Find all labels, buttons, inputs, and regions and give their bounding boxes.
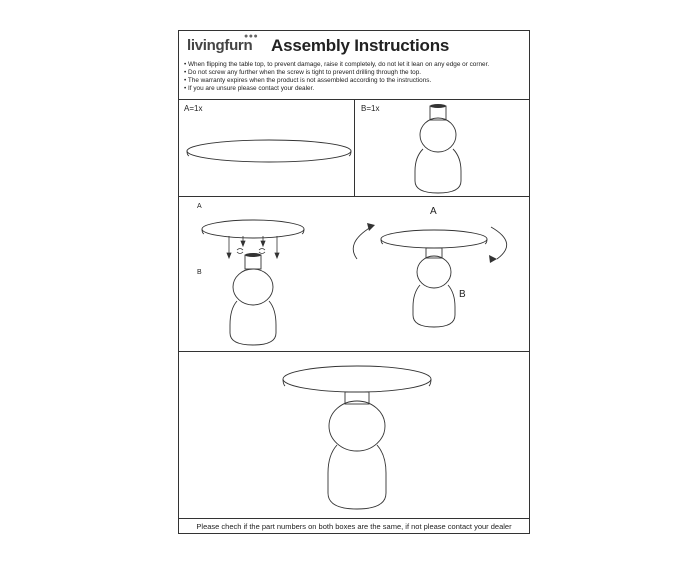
part-b-label: B=1x	[361, 104, 380, 113]
step2-label-b: B	[197, 269, 202, 276]
assembled-table-drawing	[179, 31, 531, 535]
step2-label-a: A	[197, 203, 202, 210]
note-item: • If you are unsure please contact your dealer.	[184, 84, 315, 92]
page-title: Assembly Instructions	[271, 36, 450, 55]
note-item: • Do not screw any further when the screw is tight to prevent drilling through the top.	[184, 68, 422, 76]
note-item: • When flipping the table top, to prevent damage, raise it completely, do not let it lean on any edge or corner.	[184, 61, 490, 68]
step3-label-b: B	[459, 289, 466, 300]
part-a-label: A=1x	[184, 104, 203, 113]
step3-label-a: A	[430, 206, 437, 217]
instruction-sheet	[178, 30, 530, 534]
logo-dots-icon: ●●●	[244, 33, 259, 40]
note-item: • The warranty expires when the product is not assembled according to the instructions.	[184, 76, 432, 84]
brand-logo-text: livingfurn	[187, 37, 253, 54]
footer-notice: Please chech if the part numbers on both boxes are the same, if not please contact your dealer	[196, 522, 512, 531]
